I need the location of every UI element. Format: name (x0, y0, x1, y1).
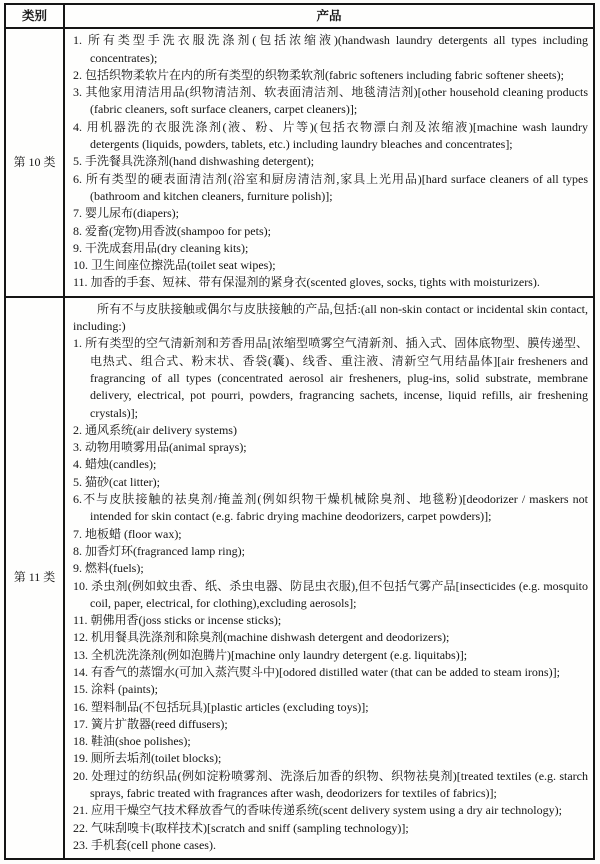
product-item: 6. 所有类型的硬表面清洁剂(浴室和厨房清洁剂,家具上光用品)[hard surface cleaners of all types (bathroom and kitchen cleaners, furniture polish)]; (73, 171, 588, 203)
product-item: 5. 手洗餐具洗涤剂(hand dishwashing detergent); (73, 154, 315, 169)
product-item: 11. 加香的手套、短袜、带有保湿剂的紧身衣(scented gloves, socks, tights with moisturizers). (73, 275, 540, 290)
product-item: 5. 猫砂(cat litter); (73, 474, 160, 489)
product-item: 13. 全机洗洗涤剂(例如泡腾片)[machine only laundry detergent (e.g. liquitabs)]; (73, 647, 468, 662)
product-item: 16. 塑料制品(不包括玩具)[plastic articles (excluding toys)]; (73, 699, 369, 714)
product-item: 20. 处理过的纺织品(例如淀粉喷雾剂、洗涤后加香的织物、织物祛臭剂)[treated textiles (e.g. starch sprays, fabric treated with fragrances after wash, deodorizers for textiles of fabrics)]; (73, 768, 588, 801)
row-intro-text: 所有不与皮肤接触或偶尔与皮肤接触的产品,包括:(all non-skin contact or incidental skin contact, including:) (73, 301, 588, 334)
header-product: 产品 (63, 5, 593, 27)
product-item: 2. 通风系统(air delivery systems) (73, 422, 237, 437)
product-item: 9. 燃料(fuels); (73, 561, 144, 576)
category-label-class-10: 第 10 类 (13, 154, 56, 169)
product-item: 2. 包括织物柔软片在内的所有类型的织物柔软剂(fabric softeners including fabric softener sheets); (73, 67, 564, 82)
product-item: 10. 杀虫剂(例如蚊虫香、纸、杀虫电器、防昆虫衣服),但不包括气雾产品[insecticides (e.g. mosquito coil, paper, electrical, for clothing),excluding aerosols]; (73, 578, 588, 610)
product-item: 1. 所有类型的空气清新剂和芳香用品[浓缩型喷雾空气清新剂、插入式、固体底物型、膜传递型、电热式、组合式、粉末状、香袋(囊)、线香、重注液、清新空气用结晶体][air fresheners and fragrancing of all types (concentrated aerosol air fresheners, plug-ins, solid substrate, membrane delivery, electrical, pot pourri, powders, fragrancing sachets, incense, liquid refills, air freshening crystals)]; (73, 336, 588, 420)
product-item: 18. 鞋油(shoe polishes); (73, 734, 191, 749)
product-item: 7. 地板蜡 (floor wax); (73, 526, 182, 541)
table-row-class-10 (6, 27, 593, 295)
category-label-class-11: 第 11 类 (13, 570, 56, 585)
product-item: 11. 朝佛用香(joss sticks or incense sticks); (73, 613, 282, 628)
product-item: 19. 厕所去垢剂(toilet blocks); (73, 751, 222, 766)
product-item: 10. 卫生间座位擦洗品(toilet seat wipes); (73, 258, 276, 273)
classification-table (4, 3, 595, 860)
product-item: 4. 蜡烛(candles); (73, 457, 157, 472)
product-items-container (73, 335, 588, 854)
product-item: 8. 加香灯环(fragranced lamp ring); (73, 543, 245, 558)
product-item: 23. 手机套(cell phone cases). (73, 837, 216, 852)
product-item: 3. 其他家用清洁用品(织物清洁剂、软表面清洁剂、地毯清洁剂)[other household cleaning products (fabric cleaners, soft surface cleaners, carpet cleaners)]; (73, 85, 588, 117)
table-row-class-11 (6, 296, 593, 859)
product-item: 17. 簧片扩散器(reed diffusers); (73, 716, 228, 731)
product-item: 6.不与皮肤接触的祛臭剂/掩盖剂(例如织物干燥机械除臭剂、地毯粉)[deodorizer / maskers not intended for skin contact (e.g. fabric drying machine deodorizers, carpet powders)]; (73, 492, 588, 524)
product-item: 12. 机用餐具洗涤剂和除臭剂(machine dishwash detergent and deodorizers); (73, 630, 450, 645)
product-item: 21. 应用干燥空气技术释放香气的香味传递系统(scent delivery system using a dry air technology); (73, 803, 562, 818)
header-category: 类别 (21, 9, 47, 23)
product-item: 8. 爱畜(宠物)用香波(shampoo for pets); (73, 223, 271, 238)
product-item: 15. 涂料 (paints); (73, 682, 158, 697)
product-item: 4. 用机器洗的衣服洗涤剂(液、粉、片等)(包括衣物漂白剂及浓缩液)[machine wash laundry detergents (liquids, powders, tablets, etc.) including laundry bleaches and concentrates]; (73, 119, 588, 152)
product-list-class-10 (63, 29, 593, 295)
table-header-row (6, 5, 593, 27)
product-item: 14. 有香气的蒸馏水(可加入蒸汽熨斗中)[odored distilled water (that can be added to steam irons)]; (73, 664, 560, 679)
product-list-class-11 (63, 298, 593, 859)
product-item: 7. 婴儿尿布(diapers); (73, 206, 179, 221)
product-item: 3. 动物用喷雾用品(animal sprays); (73, 440, 247, 455)
product-item: 9. 干洗成套用品(dry cleaning kits); (73, 240, 249, 255)
product-item: 1. 所有类型手洗衣服洗涤剂(包括浓缩液)(handwash laundry detergents all types including concentrates); (73, 33, 588, 65)
product-item: 22. 气味刮嗅卡(取样技术)[scratch and sniff (sampling technology)]; (73, 820, 409, 835)
